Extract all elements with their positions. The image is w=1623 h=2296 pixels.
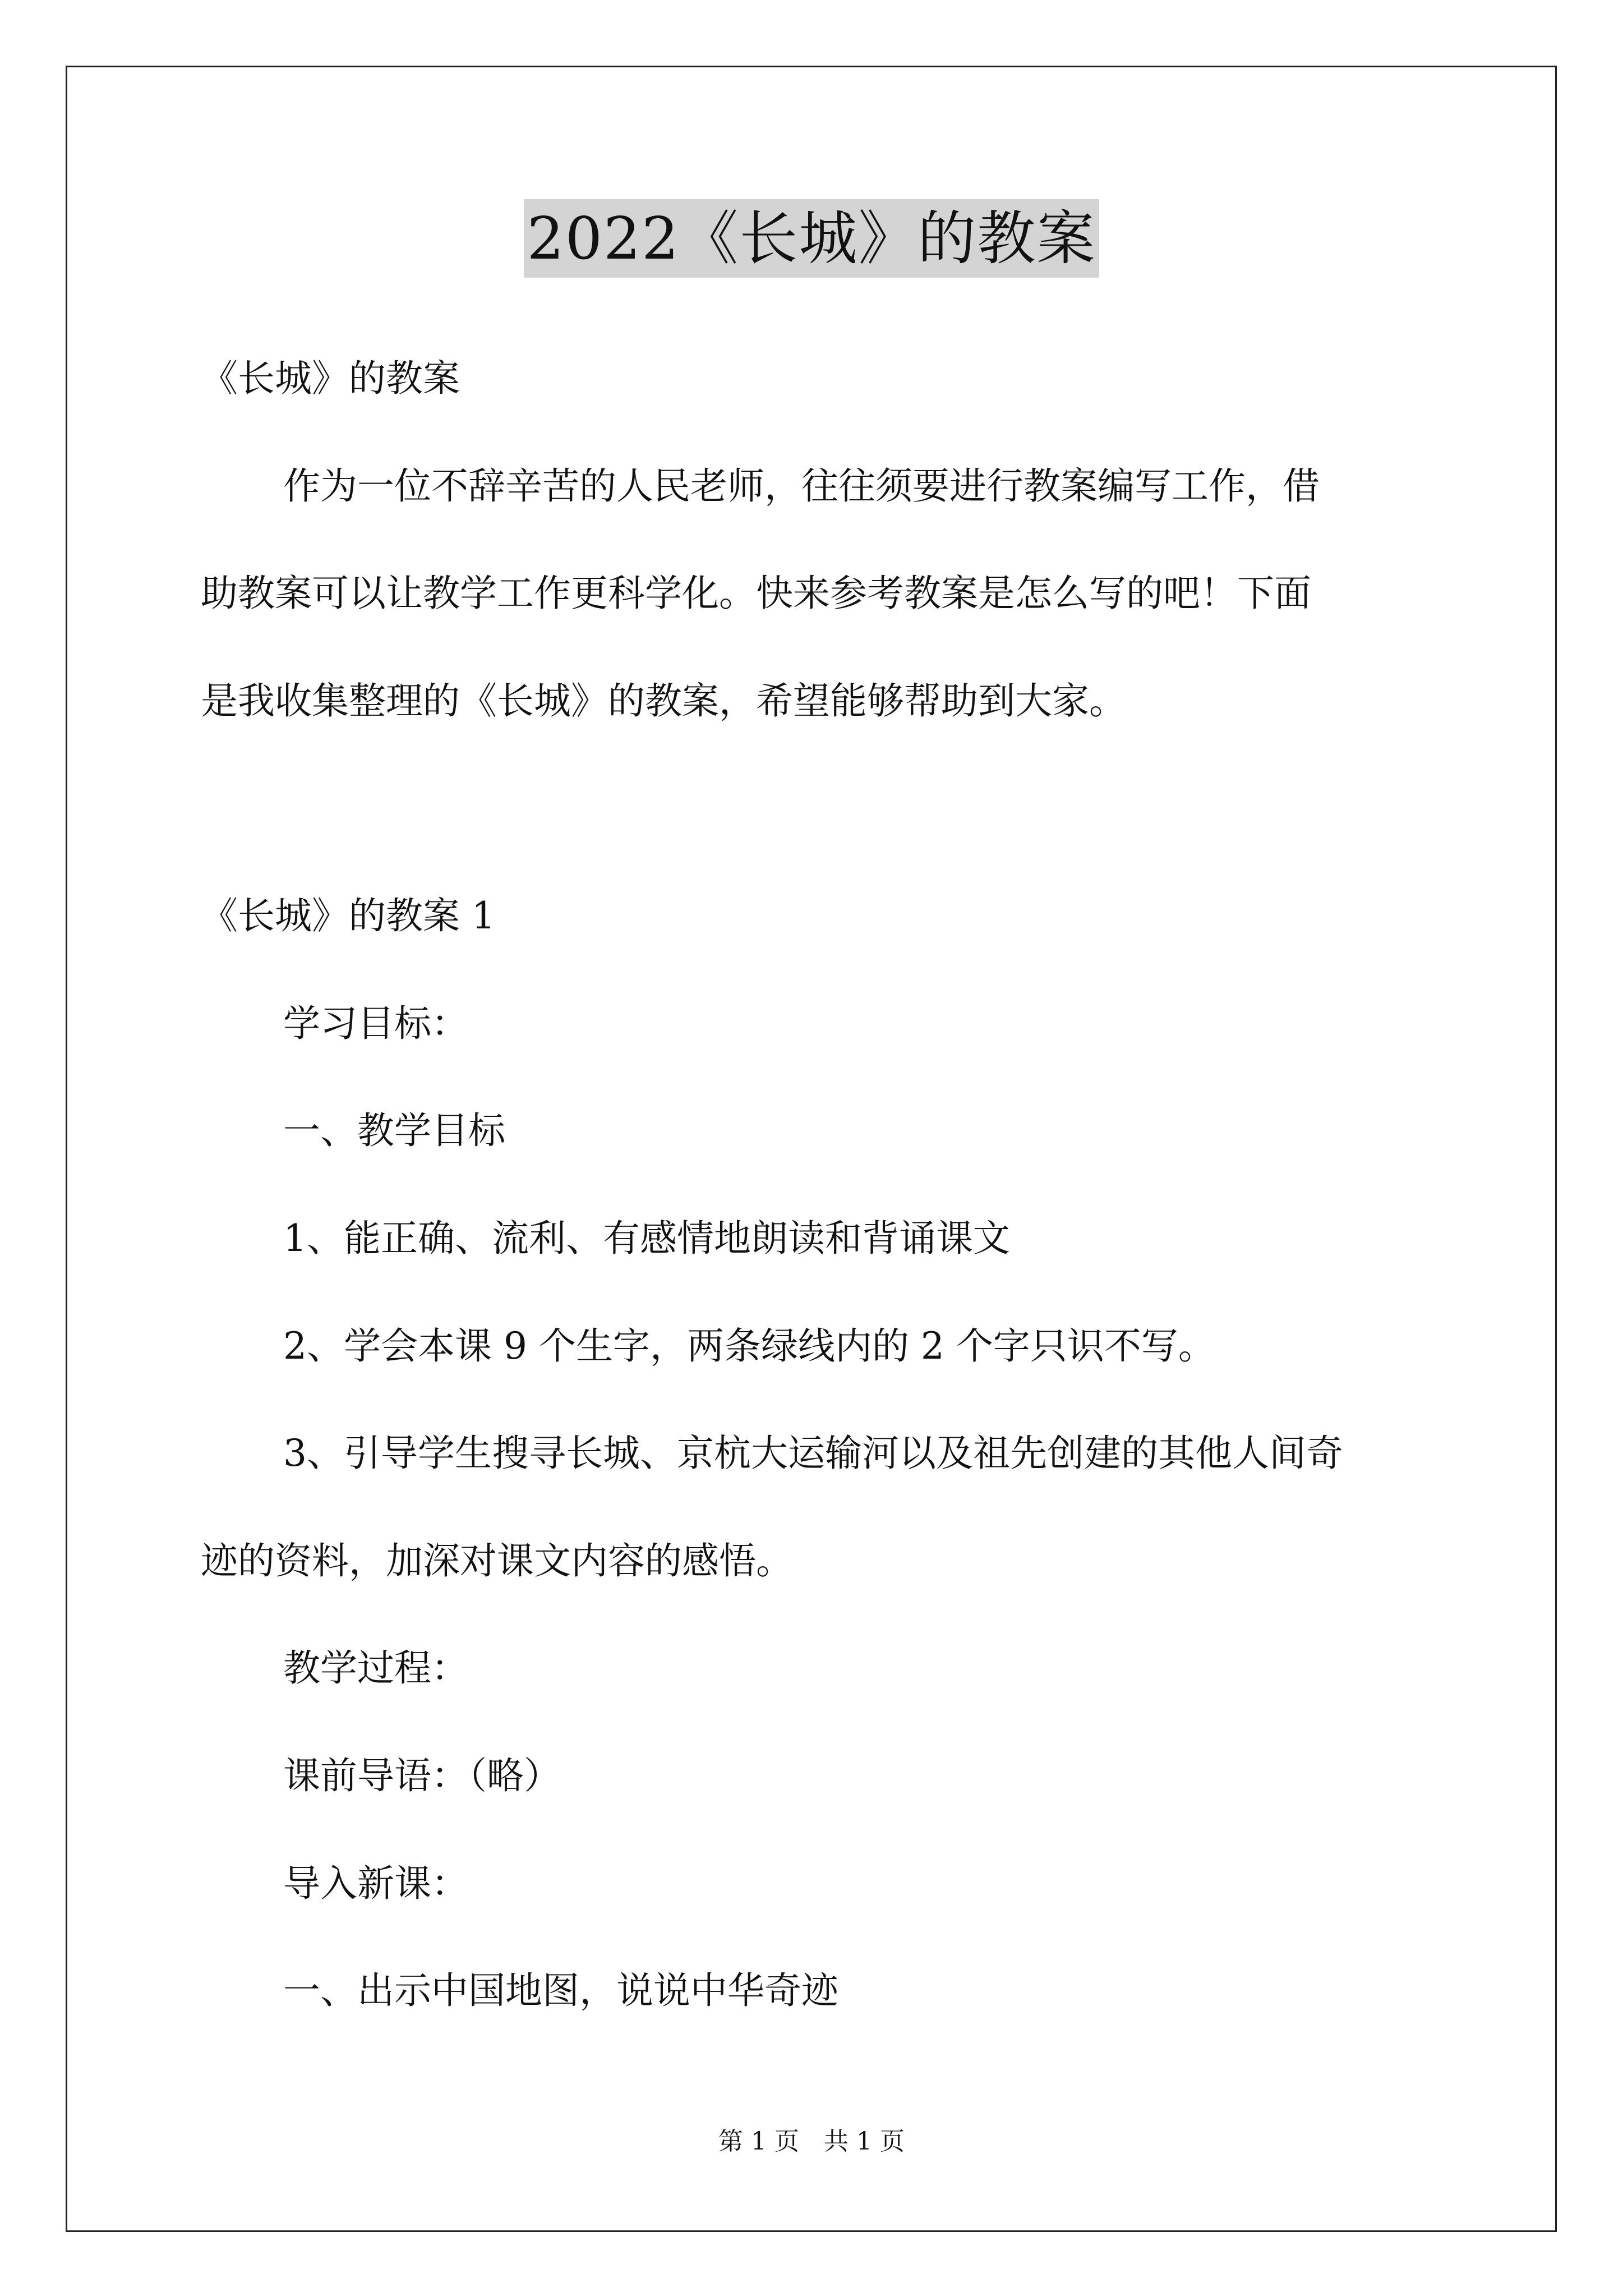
document-title: 2022《长城》的教案 [524,199,1100,278]
body-line-7: 教学过程： [283,1646,468,1690]
intro-line-2: 助教案可以让教学工作更科学化。快来参考教案是怎么写的吧！下面 [201,572,1311,615]
body-line-10: 一、出示中国地图，说说中华奇迹 [283,1969,838,2012]
body-line-4: 2、学会本课 9 个生字，两条绿线内的 2 个字只识不写。 [283,1324,1215,1368]
body-line-8: 课前导语：（略） [283,1754,561,1797]
body-line-9: 导入新课： [283,1862,468,1905]
intro-line-1: 作为一位不辞辛苦的人民老师，往往须要进行教案编写工作，借 [283,464,1320,508]
body-line-6: 迹的资料，加深对课文内容的感悟。 [201,1539,793,1582]
body-line-5: 3、引导学生搜寻长城、京杭大运输河以及祖先创建的其他人间奇 [283,1432,1343,1475]
body-line-1: 学习目标： [283,1002,468,1045]
page-footer: 第 1 页 共 1 页 [718,2127,905,2156]
intro-line-3: 是我收集整理的《长城》的教案，希望能够帮助到大家。 [201,679,1126,723]
body-line-3: 1、能正确、流利、有感情地朗读和背诵课文 [283,1217,1010,1260]
title-container [0,199,1623,278]
body-line-2: 一、教学目标 [283,1109,505,1152]
section-heading: 《长城》的教案 1 [201,894,495,937]
document-subtitle: 《长城》的教案 [201,357,460,400]
